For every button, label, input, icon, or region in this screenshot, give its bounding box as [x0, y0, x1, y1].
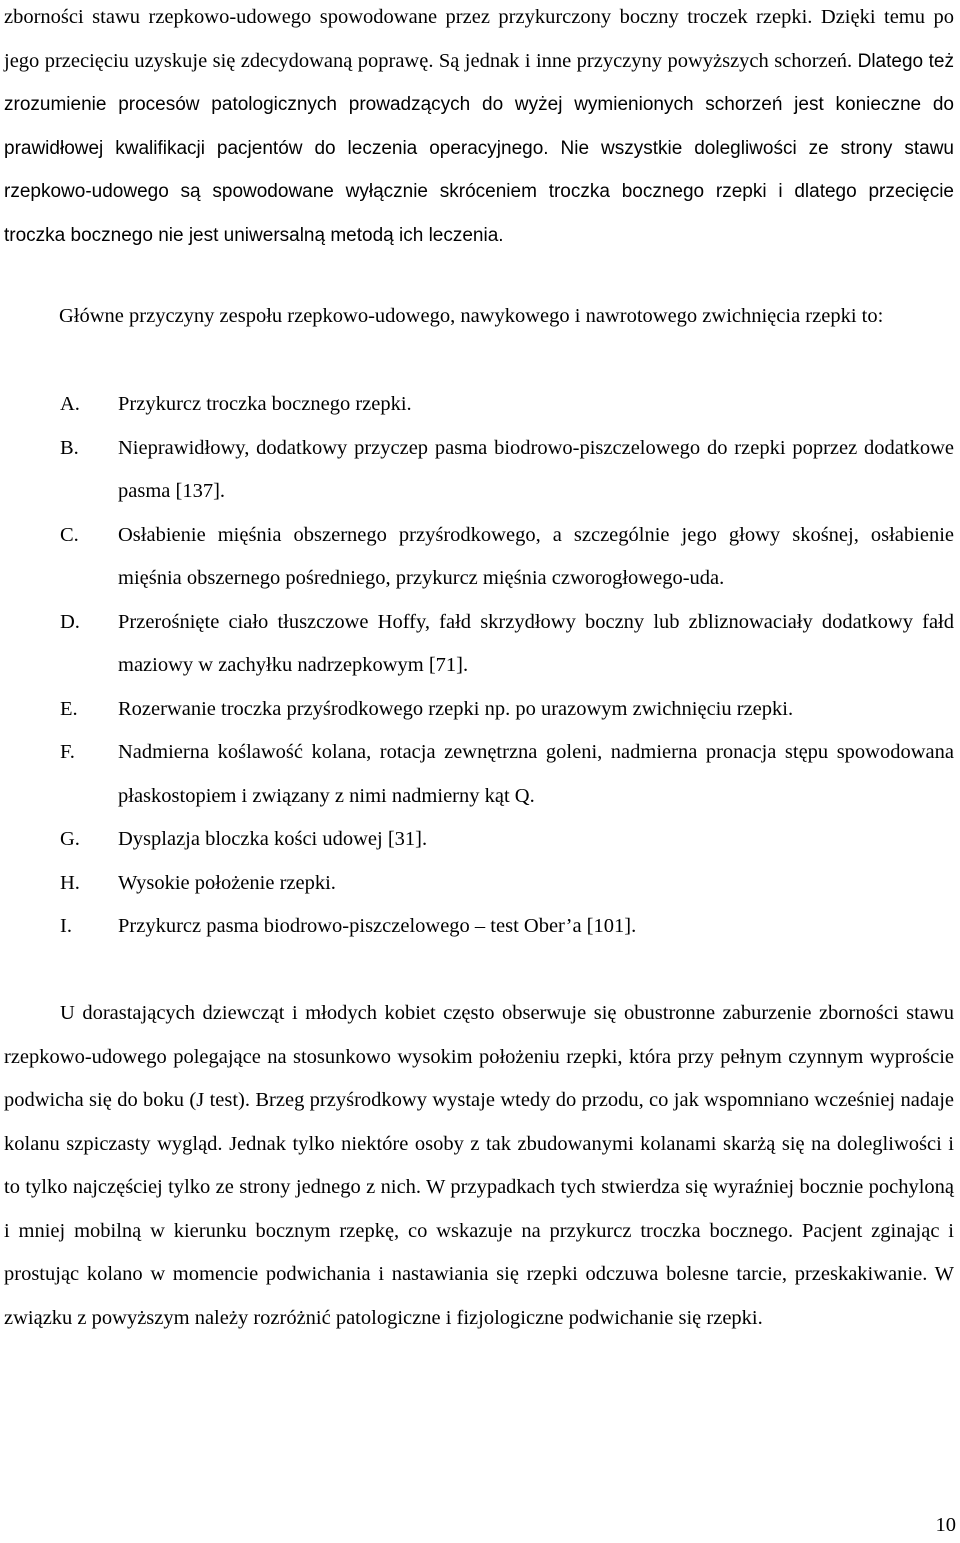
page-number: 10 [935, 1514, 956, 1536]
closing-text: U dorastających dziewcząt i młodych kobiet często obserwuje się obustronne zaburzenie zborności stawu rzepkowo-udowego polegające na stosunkowo wysokim położeniu rzepki, która przy pełnym czynnym wyproście podwicha się do boku (J test). Brzeg przyśrodkowy wystaje wtedy do przodu, co jak wspomniano wcześniej nadaje kolanu szpiczasty wygląd. Jednak tylko niektóre osoby z tak zbudowanymi kolanami skarżą się na dolegliwości i to tylko najczęściej tylko ze strony jednego z nich. W przypadkach tych stwierdza się wyraźniej bocznie pochyloną i mniej mobilną w kierunku bocznym rzepkę, co wskazuje na przykurcz troczka bocznego. Pacjent zginając i prostując kolano w momencie podwichania i nastawiania się rzepki odczuwa bolesne tarcie, przeskakiwanie. W związku z powyższym należy rozróżnić patologiczne i fizjologiczne podwichanie się rzepki. [4, 1002, 954, 1329]
list-item [60, 862, 954, 906]
intro-line-3: powyższych schorzeń. [667, 49, 853, 72]
list-item-text: Dysplazja bloczka kości udowej [31]. [118, 828, 428, 850]
list-item [60, 601, 954, 688]
list-item [60, 427, 954, 514]
list-item [60, 818, 954, 862]
list-marker: F. [60, 741, 75, 763]
list-item [60, 688, 954, 732]
intro-line-2: Dzięki temu po jego przecięciu uzyskuje się zdecydowaną poprawę. Są jednak i inne przyczyny [4, 6, 954, 72]
list-item-text: Nieprawidłowy, dodatkowy przyczep pasma biodrowo-piszczelowego do rzepki poprzez dodatkowe pasma [137]. [118, 436, 954, 502]
list-item [60, 731, 954, 818]
list-item-text: Osłabienie mięśnia obszernego przyśrodkowego, a szczególnie jego głowy skośnej, osłabienie mięśnia obszernego pośredniego, przykurcz mięśnia czworogłowego-uda. [118, 523, 954, 589]
list-marker: B. [60, 436, 79, 459]
list-marker: A. [60, 393, 80, 415]
intro-sans-text: Dlatego też zrozumienie procesów patologicznych prowadzących do wyżej wymienionych schorzeń jest konieczne do prawidłowej kwalifikacji pacjentów do leczenia operacyjnego. Nie wszystkie dolegliwości ze strony stawu rzepkowo-udowego są spowodowane wyłącznie skróceniem troczka bocznego rzepki i dlatego przecięcie troczka bocznego nie jest uniwersalną metodą ich leczenia. [4, 50, 954, 246]
list-item-text: Wysokie położenie rzepki. [118, 871, 336, 894]
causes-lead-text: Główne przyczyny zespołu rzepkowo-udowego, nawykowego i nawrotowego zwichnięcia rzepki to: [59, 305, 884, 327]
intro-paragraph [4, 0, 954, 257]
list-item [60, 905, 954, 949]
list-marker: C. [60, 523, 79, 546]
closing-paragraph [4, 992, 954, 1340]
list-item-text: Nadmierna koślawość kolana, rotacja zewnętrzna goleni, nadmierna pronacja stępu spowodowana płaskostopiem i związany z nimi nadmierny kąt Q. [118, 741, 954, 807]
list-item-text: Przykurcz pasma biodrowo-piszczelowego – test Ober’a [101]. [118, 915, 637, 937]
list-item [60, 383, 954, 427]
causes-list [60, 383, 954, 949]
list-item-text: Przykurcz troczka bocznego rzepki. [118, 393, 412, 415]
list-item-text: Rozerwanie troczka przyśrodkowego rzepki np. po urazowym zwichnięciu rzepki. [118, 697, 794, 720]
list-marker: E. [60, 697, 78, 720]
causes-lead-paragraph [4, 295, 954, 339]
list-marker: D. [60, 610, 80, 633]
list-item-text: Przerośnięte ciało tłuszczowe Hoffy, fałd skrzydłowy boczny lub zbliznowaciały dodatkowy fałd maziowy w zachyłku nadrzepkowym [71]. [118, 610, 954, 676]
list-item [60, 514, 954, 601]
list-marker: G. [60, 828, 80, 850]
list-marker: I. [60, 915, 72, 937]
list-marker: H. [60, 871, 80, 894]
intro-line-1: zborności stawu rzepkowo-udowego spowodowane przez przykurczony boczny troczek rzepki. [4, 6, 813, 28]
